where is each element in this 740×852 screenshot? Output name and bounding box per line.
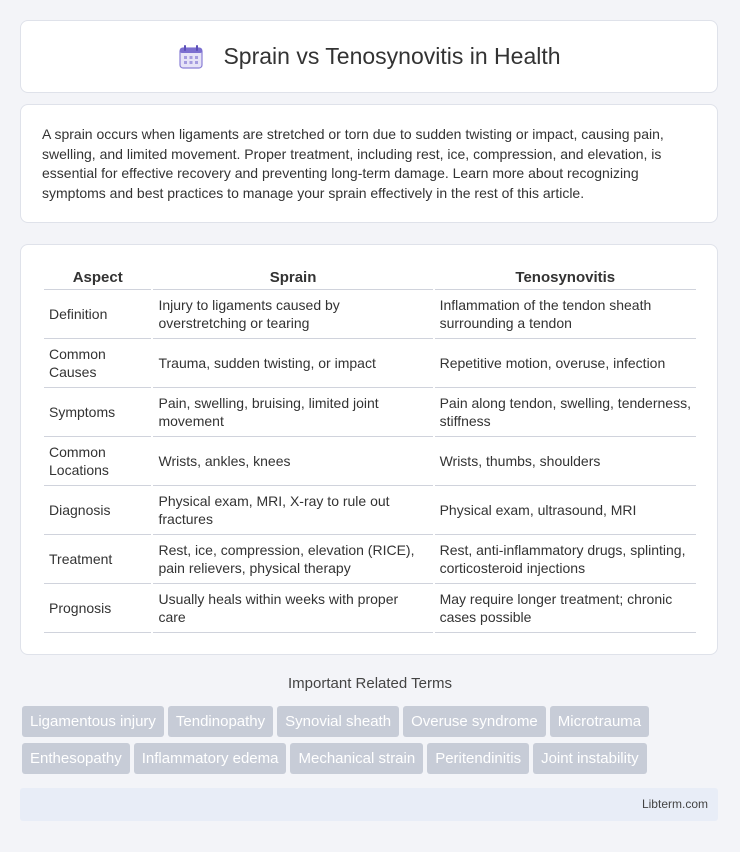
cell-sprain: Injury to ligaments caused by overstretching or tearing: [153, 290, 432, 339]
related-term-tag[interactable]: Overuse syndrome: [403, 706, 546, 737]
related-term-tag[interactable]: Peritendinitis: [427, 743, 529, 774]
table-row: [44, 584, 696, 633]
footer-site-link[interactable]: Libterm.com: [641, 797, 708, 811]
page-title: Sprain vs Tenosynovitis in Health: [223, 43, 561, 69]
table-row: [44, 290, 696, 339]
related-term-tag[interactable]: Mechanical strain: [290, 743, 423, 774]
header-aspect: Aspect: [44, 265, 151, 290]
cell-aspect: Definition: [44, 290, 151, 339]
cell-aspect: Diagnosis: [44, 486, 151, 535]
cell-tenosynovitis: Wrists, thumbs, shoulders: [435, 437, 696, 486]
related-term-tag[interactable]: Microtrauma: [550, 706, 649, 737]
related-term-tag[interactable]: Synovial sheath: [277, 706, 399, 737]
calendar-icon: [177, 43, 205, 71]
table-row: [44, 437, 696, 486]
intro-text: A sprain occurs when ligaments are stretched or torn due to sudden twisting or impact, causing pain, swelling, and limited movement. Proper treatment, including rest, ice, compression, and elevation, is essential for effective recovery and preventing long-term damage. Learn more about recognizing symptoms and best practices to manage your sprain effectively in the rest of this article.: [42, 126, 664, 201]
cell-sprain: Pain, swelling, bruising, limited joint movement: [153, 388, 432, 437]
cell-aspect: Prognosis: [44, 584, 151, 633]
cell-sprain: Usually heals within weeks with proper care: [153, 584, 432, 633]
header-card: [20, 20, 718, 93]
table-row: [44, 339, 696, 388]
cell-aspect: Common Locations: [44, 437, 151, 486]
cell-tenosynovitis: Rest, anti-inflammatory drugs, splinting, corticosteroid injections: [435, 535, 696, 584]
related-terms-title: Important Related Terms: [288, 675, 452, 692]
related-term-tag[interactable]: Inflammatory edema: [134, 743, 287, 774]
table-header-row: [44, 265, 696, 290]
cell-tenosynovitis: Inflammation of the tendon sheath surrounding a tendon: [435, 290, 696, 339]
cell-tenosynovitis: May require longer treatment; chronic cases possible: [435, 584, 696, 633]
related-term-tag[interactable]: Ligamentous injury: [22, 706, 164, 737]
table-row: [44, 486, 696, 535]
comparison-table: [42, 265, 698, 633]
header-sprain: Sprain: [153, 265, 432, 290]
cell-tenosynovitis: Physical exam, ultrasound, MRI: [435, 486, 696, 535]
related-terms-list: [22, 706, 722, 780]
header-tenosynovitis: Tenosynovitis: [435, 265, 696, 290]
cell-sprain: Physical exam, MRI, X-ray to rule out fractures: [153, 486, 432, 535]
cell-sprain: Trauma, sudden twisting, or impact: [153, 339, 432, 388]
cell-sprain: Rest, ice, compression, elevation (RICE), pain relievers, physical therapy: [153, 535, 432, 584]
cell-sprain: Wrists, ankles, knees: [153, 437, 432, 486]
footer: [20, 788, 718, 821]
cell-tenosynovitis: Repetitive motion, overuse, infection: [435, 339, 696, 388]
table-row: [44, 535, 696, 584]
cell-aspect: Common Causes: [44, 339, 151, 388]
intro-card: [20, 104, 718, 223]
cell-aspect: Treatment: [44, 535, 151, 584]
comparison-card: [20, 244, 718, 655]
related-term-tag[interactable]: Enthesopathy: [22, 743, 130, 774]
cell-tenosynovitis: Pain along tendon, swelling, tenderness, stiffness: [435, 388, 696, 437]
related-term-tag[interactable]: Joint instability: [533, 743, 647, 774]
cell-aspect: Symptoms: [44, 388, 151, 437]
table-row: [44, 388, 696, 437]
related-term-tag[interactable]: Tendinopathy: [168, 706, 273, 737]
